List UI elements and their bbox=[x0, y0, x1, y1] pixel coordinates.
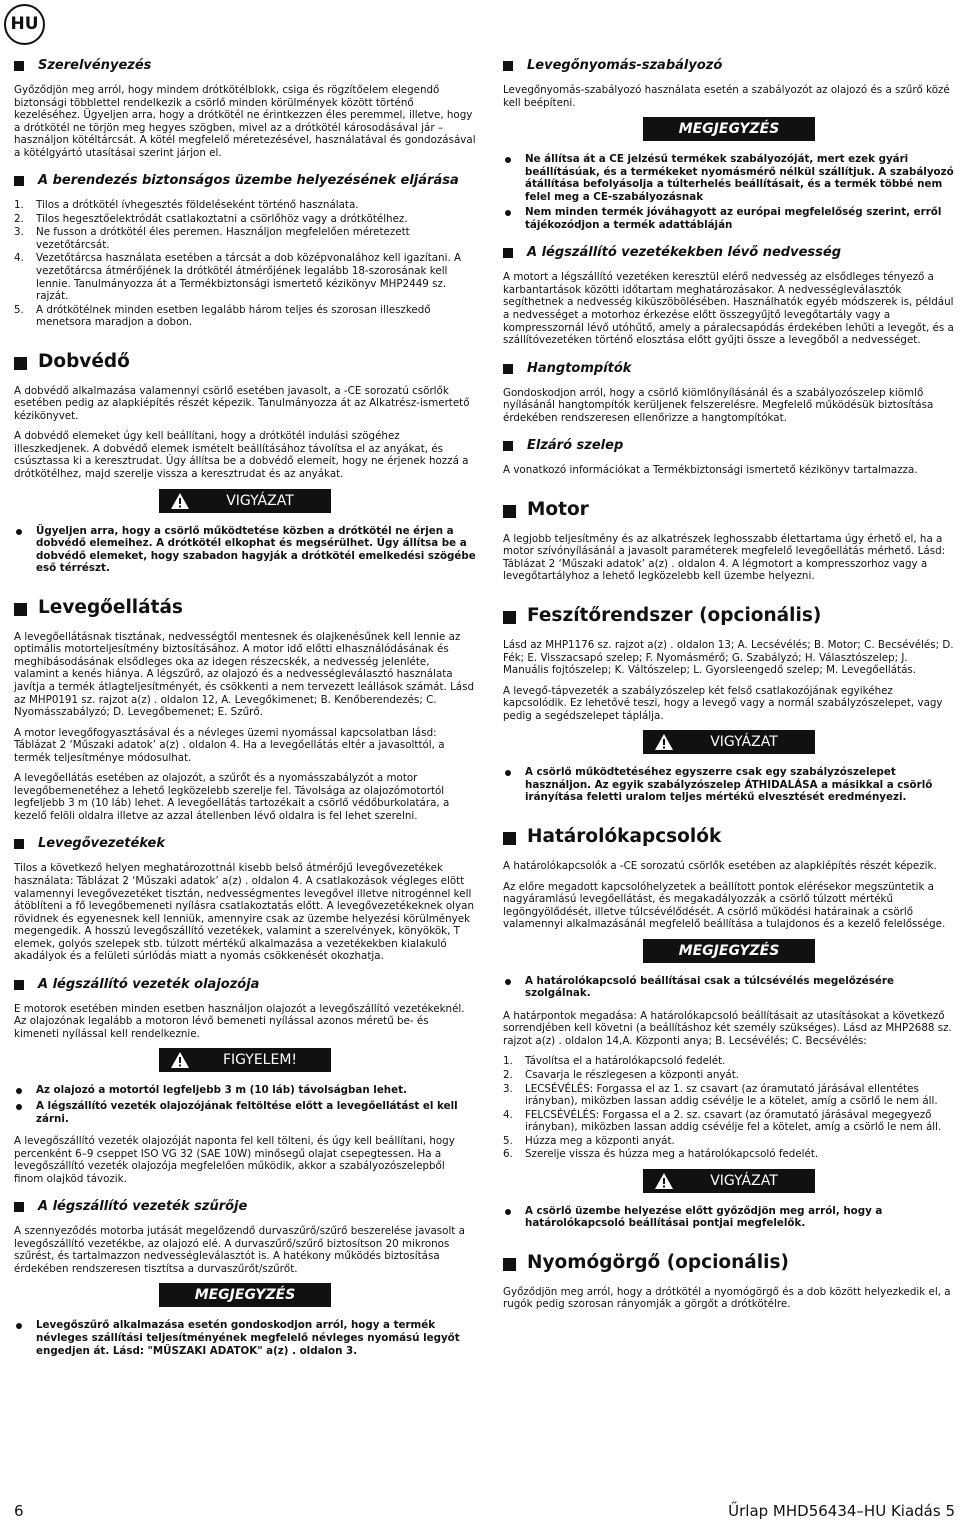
language-badge: HU bbox=[4, 4, 45, 45]
section-heading-hangtompitok: Hangtompítók bbox=[503, 361, 955, 377]
bullet-item: Ne állítsa át a CE jelzésű termékek szabályozóját, mert ezek gyári beállításúak, és a termékeket nyomásmérő nélkül szállítjuk. A szabályozó átállítása befolyásolja a túlterhelés beállításait, és a termék többé nem felel meg a CE-szabályozásnak bbox=[503, 153, 955, 203]
list-item-text: Tilos hegesztőelektródát csatlakoztatni a csörlőhöz vagy a drótkötélhez. bbox=[36, 212, 408, 225]
bullet-list bbox=[14, 525, 476, 575]
paragraph: E motorok esetében minden esetben használjon olajozót a levegőszállító vezetékeknél. Az olajozónak legalább a motoron lévő bemeneti nyílással azonos méretű be- és kimeneti nyílással kell rendelkeznie. bbox=[14, 1002, 465, 1040]
bullet-list bbox=[14, 1319, 476, 1357]
banner-label: VIGYÁZAT bbox=[226, 492, 294, 509]
paragraph: A levegő-tápvezeték a szabályzószelep két felső csatlakozójának egyikéhez kapcsolódik. Ez lehetővé teszi, hogy a levegő vagy a normál szabályzószelepet, vagy pedig a segédszelepet táplálja. bbox=[503, 684, 943, 722]
paragraph: A legjobb teljesítmény és az alkatrészek leghosszabb élettartama úgy érhető el, ha a motor szívónyílásánál a javasolt paraméterek megfelelő levegőellátás mérhető. Lásd: Táblázat 2 ‘Műszaki adatok’ a(z) . oldalon 4. A légmotort a kompresszorhoz vagy a levegőtartályhoz a lehető legközelebb kell üzembe helyezni. bbox=[503, 532, 946, 583]
paragraph: Gondoskodjon arról, hogy a csörlő kiömlőnyílásánál és a szabályozószelep kiömlő nyílásánál hangtompítók kerüljenek felszerelésre. Megfelelő működésük biztosítása érdekében rendszeresen ellenőrizze a hangtompítókat. bbox=[503, 386, 934, 424]
list-item-text: Szerelje vissza és húzza meg a határolókapcsoló fedelét. bbox=[525, 1148, 819, 1161]
bullet-item: Az olajozó a motortól legfeljebb 3 m (10 láb) távolságban lehet. bbox=[14, 1084, 476, 1097]
paragraph: A levegőellátás esetében az olajozót, a szűrőt és a nyomásszabályzót a motor levegőbemenetéhez a lehető legközelebb szerelje fel. Távolsága az olajozómotortól legfeljebb 3 m (10 láb) lehet. A levegőellátás tartozékait a csörlő védőburkolatára, a kezelő felöli oldalra illetve az azzal átellenben lévő oldalra is fel lehet szerelni. bbox=[14, 772, 450, 822]
paragraph: A dobvédő alkalmazása valamennyi csörlő esetében javasolt, a -CE sorozatú csörlők esetében pedig az alapkiépítés részét képezik. Tanulmányozza át az Alkatrész-ismertető kézikönyvet. bbox=[14, 384, 470, 422]
warning-triangle-icon bbox=[171, 493, 189, 509]
list-item-number: 1. bbox=[503, 1055, 513, 1068]
numbered-list bbox=[14, 199, 476, 328]
heading-dobvedo: Dobvédő bbox=[14, 351, 476, 373]
paragraph: A vonatkozó információkat a Termékbiztonsági ismertető kézikönyv tartalmazza. bbox=[503, 464, 918, 477]
list-item-text: Távolítsa el a határolókapcsoló fedelét. bbox=[525, 1055, 726, 1068]
section-heading-szerelvenyezes: Szerelvényezés bbox=[14, 58, 476, 74]
list-item-text: FELCSÉVÉLÉS: Forgassa el a 2. sz. csavart (az óramutató járásával megegyező irányban), miközben lassan addig csévélje fel a kötelet, amíg a csörlő le nem áll. bbox=[525, 1108, 942, 1134]
list-item bbox=[503, 1148, 955, 1161]
list-item-text: LECSÉVÉLÉS: Forgassa el az 1. sz csavart (az óramutató járásával ellentétes irányban), miközben lassan addig csévélje le a kötelet, amíg a csörlő le nem áll. bbox=[525, 1082, 938, 1108]
list-item bbox=[14, 226, 476, 251]
paragraph: A levegőszállító vezeték olajozóját naponta fel kell tölteni, és úgy kell beállítani, hogy percenként 6–9 cseppet ISO VG 32 (SAE 10W) minősegű olajat csepegtessen. Ha a levegőszállító vezeték olajozója megfelelően működik, akkor a szabályozószelepből finom olajköd távozik. bbox=[14, 1135, 455, 1185]
section-heading-nedvesseg: A légszállító vezetékekben lévő nedvesség bbox=[503, 245, 955, 261]
form-id: Űrlap MHD56434–HU Kiadás 5 bbox=[728, 1502, 955, 1520]
heading-hatarolokapcsolok: Határolókapcsolók bbox=[503, 826, 955, 848]
warning-triangle-icon bbox=[655, 734, 673, 750]
list-item-number: 2. bbox=[503, 1068, 513, 1081]
heading-nyomogorgo: Nyomógörgő (opcionális) bbox=[503, 1252, 955, 1274]
paragraph: Lásd az MHP1176 sz. rajzot a(z) . oldalon 13; A. Lecsévélés; B. Motor; C. Becsévélés; D. Fék; E. Visszacsapó szelep; F. Nyomásmérő; G. Szabályzó; H. Választószelep; J. Manuális fojtószelep; K. Váltószelep; L. Gyorsleengedő szelep; M. Levegőellátás. bbox=[503, 639, 954, 677]
list-item-number: 3. bbox=[14, 226, 24, 239]
bullet-item: Ügyeljen arra, hogy a csörlő működtetése közben a drótkötél ne érjen a dobvédő elemeihez. A drótkötél elkophat és megsérülhet. Úgy állítsa be a dobvédő elemeket, hogy szabadon hagyják a drótkötél emelkedési szögébe eső térrészt. bbox=[14, 525, 476, 575]
list-item-number: 4. bbox=[14, 252, 24, 265]
paragraph: A határpontok megadása: A határolókapcsoló beállításait az utasításokat a következő sorrendjében kell követni (a beállításhoz két személy szükséges). Lásd az MHP2688 sz. rajzot a(z) . oldalon 14,A. Központi anya; B. Lecsévélés; C. Becsévélés: bbox=[503, 1009, 952, 1047]
warning-banner bbox=[159, 489, 331, 513]
paragraph: A dobvédő elemeket úgy kell beállítani, hogy a drótkötél indulási szögéhez illeszkedjenek. A dobvédő elemek ismételt beállításához távolítsa el az anyákat, és csúsztassa ki a keresztrudat. Úgy állítsa be a dobvédő elemeit, hogy ne érjenek hozzá a drótkötélhez, majd szerelje vissza a keresztrudat és az anyákat. bbox=[14, 430, 469, 481]
left-column bbox=[14, 58, 476, 1367]
list-item-number: 4. bbox=[503, 1108, 513, 1121]
bullet-list bbox=[503, 766, 955, 804]
section-heading-levegovezetekek: Levegővezetékek bbox=[14, 836, 476, 852]
list-item bbox=[14, 252, 476, 302]
banner-label: VIGYÁZAT bbox=[710, 734, 778, 751]
list-item-number: 5. bbox=[503, 1134, 513, 1147]
list-item-number: 2. bbox=[14, 212, 24, 225]
paragraph: Tilos a következő helyen meghatározottnál kisebb belső átmérőjű levegővezetékek használata: Táblázat 2 ‘Műszaki adatok’ a(z) . oldalon 4. A csatlakozások végleges elött valamennyi levegővezetéket tisztán, nedvességmentes levegővel illetve nitrogénnel kell átöblíteni a fő levegőbemeneti nyílásra csatlakoztatás előtt. A levegővezetékeknek olyan rövidnek és egyenesnek kell lenniük, amennyire csak az üzembe helyezési körülmények megengedik. A hosszú levegőszállító vezetékek, valamint a szerelvények, könyökök, T elemek, golyós szelepek stb. túlzott mértékű alkalmazása a vezetékekben kialakuló akadályok és a felületi súrlódás miatt a nyomás csökkenését okozhatja. bbox=[14, 862, 474, 963]
list-item-text: A drótkötélnek minden esetben legalább három teljes és szorosan illeszkedő menetsora maradjon a dobon. bbox=[36, 303, 431, 329]
list-item-text: Húzza meg a központi anyát. bbox=[525, 1134, 675, 1147]
list-item bbox=[503, 1135, 955, 1148]
list-item-text: Ne fusson a drótkötél éles peremen. Használjon megfelelően méretezett vezetőtárcsát. bbox=[36, 226, 410, 251]
list-item bbox=[14, 213, 476, 226]
list-item bbox=[503, 1055, 955, 1068]
page-number: 6 bbox=[14, 1502, 24, 1520]
bullet-list bbox=[503, 975, 955, 1000]
note-banner: MEGJEGYZÉS bbox=[159, 1283, 331, 1307]
list-item bbox=[503, 1109, 955, 1134]
bullet-item: A légszállító vezeték olajozójának feltöltése előtt a levegőellátást el kell zárni. bbox=[14, 1100, 476, 1125]
list-item-number: 1. bbox=[14, 199, 24, 212]
list-item-text: Tilos a drótkötél ívhegesztés földeléseként történő használata. bbox=[36, 199, 359, 212]
bullet-item: Nem minden termék jóváhagyott az európai megfelelőség szerint, erről tájékozódjon a termék adattábláján bbox=[503, 206, 955, 231]
bullet-item: A határolókapcsoló beállításai csak a túlcsévélés megelőzésére szolgálnak. bbox=[503, 975, 955, 1000]
list-item bbox=[14, 199, 476, 212]
list-item-text: Csavarja le részlegesen a központi anyát. bbox=[525, 1068, 740, 1081]
paragraph: A motor levegőfogyasztásával és a névleges üzemi nyomással kapcsolatban lásd: Táblázat 2 ‘Műszaki adatok’ a(z) . oldalon 4. Ha a levegőellátás eltér a javasolttól, a termék teljesítménye módosulhat. bbox=[14, 726, 445, 764]
banner-label: FIGYELEM! bbox=[222, 1052, 298, 1069]
paragraph: A szennyeződés motorba jutását megelőzendő durvaszűrő/szűrő beszerelése javasolt a levegőszállító vezetékbe, az olajozó elé. A durvaszűrő/szűrő biztosítson 20 mikronos szűrést, és tartalmazzon nedvességleválasztót is. A hatékony működés biztosítása érdekében rendszeresen tisztítsa a durvaszűrőt/szűrőt. bbox=[14, 1225, 465, 1275]
list-item-number: 6. bbox=[503, 1148, 513, 1161]
heading-motor: Motor bbox=[503, 499, 955, 521]
note-banner: MEGJEGYZÉS bbox=[643, 939, 815, 963]
banner-label: VIGYÁZAT bbox=[710, 1172, 778, 1189]
list-item-number: 3. bbox=[503, 1082, 513, 1095]
list-item bbox=[503, 1069, 955, 1082]
list-item bbox=[503, 1083, 955, 1108]
paragraph: A határolókapcsolók a -CE sorozatú csörlők esetében az alapkiépítés részét képezik. bbox=[503, 859, 937, 872]
warning-triangle-icon bbox=[655, 1173, 673, 1189]
bullet-item: A csörlő üzembe helyezése előtt győződjön meg arról, hogy a határolókapcsoló beállításai pontjai megfelelők. bbox=[503, 1205, 955, 1230]
bullet-list bbox=[503, 1205, 955, 1230]
warning-banner bbox=[643, 1169, 815, 1193]
paragraph: Levegőnyomás-szabályozó használata esetén a szabályozót az olajozó és a szűrő közé kell beépíteni. bbox=[503, 84, 950, 109]
bullet-item: Levegőszűrő alkalmazása esetén gondoskodjon arról, hogy a termék névleges szállítási teljesítményének megfelelő névleges nyomású legyőt engedjen át. Lásd: "MŰSZAKI ADATOK" a(z) . oldalon 3. bbox=[14, 1319, 476, 1357]
list-item-text: Vezetőtárcsa használata esetében a tárcsát a dob középvonalához kell igazítani. A vezetőtárcsa átmérőjének la drótkötél átmérőjének legalább 18-szorosának kell lennie. Tanulmányozza át a Termékbiztonsági ismertető kézikönyv MHP2449 sz. rajzát. bbox=[36, 252, 462, 303]
note-banner: MEGJEGYZÉS bbox=[643, 117, 815, 141]
caution-banner bbox=[159, 1048, 331, 1072]
paragraph: A motort a légszállító vezetéken keresztül elérő nedvesség az elsődleges tényező a karbantartások közötti időtartam meghatározásakor. A nedvességleválasztók segíthetnek a nedvesség kiküszöbölésében. Használhatók egyéb módszerek is, például a nedvességet a motorhoz érkezése előtt összegyűjtő levegőtartály vagy a kompresszornál lévő utóhűtő, amely a páralecsapódás érdekében lehűti a levegőt, és a szállítóvezetéken történő elosztása előtt gyűjti össze a levegőből a nedvességet. bbox=[503, 271, 954, 347]
paragraph: A levegőellátásnak tisztának, nedvességtől mentesnek és olajkenésűnek kell lennie az optimális motorteljesítmény biztosításához. A motor idő előtti elhasználódásának és meghibásodásának elsődleges oka az idegen részecskék, a nedvesség jelenléte, valamint a kenés hiánya. A légszűrő, az olajozó és a nedvességleválasztó használata javítja a termék átlagteljesítményét, és csökkenti a nem tervezett leállások számát. Lásd az MHP0191 sz. rajzot a(z) . oldalon 12, A. Levegőkimenet; B. Kenőberendezés; C. Nyomásszabályzó; D. Levegőbemenet; E. Szűrő. bbox=[14, 630, 475, 719]
section-heading-olajozo: A légszállító vezeték olajozója bbox=[14, 977, 476, 993]
heading-feszitorendszer: Feszítőrendszer (opcionális) bbox=[503, 605, 955, 627]
section-heading-elzaro: Elzáró szelep bbox=[503, 438, 955, 454]
right-column bbox=[503, 58, 955, 1319]
section-heading-safe-install: A berendezés biztonságos üzembe helyezésének eljárása bbox=[14, 173, 476, 189]
numbered-list bbox=[503, 1055, 955, 1160]
bullet-list bbox=[14, 1084, 476, 1125]
warning-triangle-icon bbox=[171, 1052, 189, 1068]
list-item bbox=[14, 304, 476, 329]
paragraph: Győződjön meg arról, hogy a drótkötél a nyomógörgő és a dob között helyezkedik el, a rugók pedig szorosan rányomják a görgőt a drótkötélre. bbox=[503, 1285, 951, 1311]
paragraph: Győződjön meg arról, hogy mindem drótkötélblokk, csiga és rögzítőelem elegendő biztonsági többlettel rendelkezik a csörlő minden körülmények között történő kezeléséhez. Ügyeljen arra, hogy a drótkötél ne érintkezzen éles peremmel, illetve, hogy a drótkötél ne törjön meg hegyes szögben, mivel az a drótkötél károsodásával jár – használjon kötéltárcsát. A kötél megfelelő méretezésével, használatával és gondozásával a kötélgyártó utasításai szerint járjon el. bbox=[14, 84, 476, 159]
section-heading-szuro: A légszállító vezeték szűrője bbox=[14, 1199, 476, 1215]
section-heading-szabalyozo: Levegőnyomás-szabályozó bbox=[503, 58, 955, 74]
bullet-list bbox=[503, 153, 955, 231]
heading-levegoellatas: Levegőellátás bbox=[14, 597, 476, 619]
list-item-number: 5. bbox=[14, 303, 24, 316]
bullet-item: A csörlő működtetéséhez egyszerre csak egy szabályzószelepet használjon. Az egyik szabályzószelep ÁTHIDALÁSA a másikkal a csörlő irányítása feletti uralom teljes mértékű elvesztését eredményezi. bbox=[503, 766, 955, 804]
warning-banner bbox=[643, 730, 815, 754]
paragraph: Az előre megadott kapcsolóhelyzetek a beállított pontok elérésekor megszüntetik a nagyáramlású levegőellátást, és megakadályozzák a csörlő túlzott mértékű legöngyölődését, illetve túlcsévélődését. A csörlő működési határainak a csörlő valamennyi alkalmazásánál megfelelő beállítása a tulajdonos és a kezelő felelőssége. bbox=[503, 880, 946, 931]
